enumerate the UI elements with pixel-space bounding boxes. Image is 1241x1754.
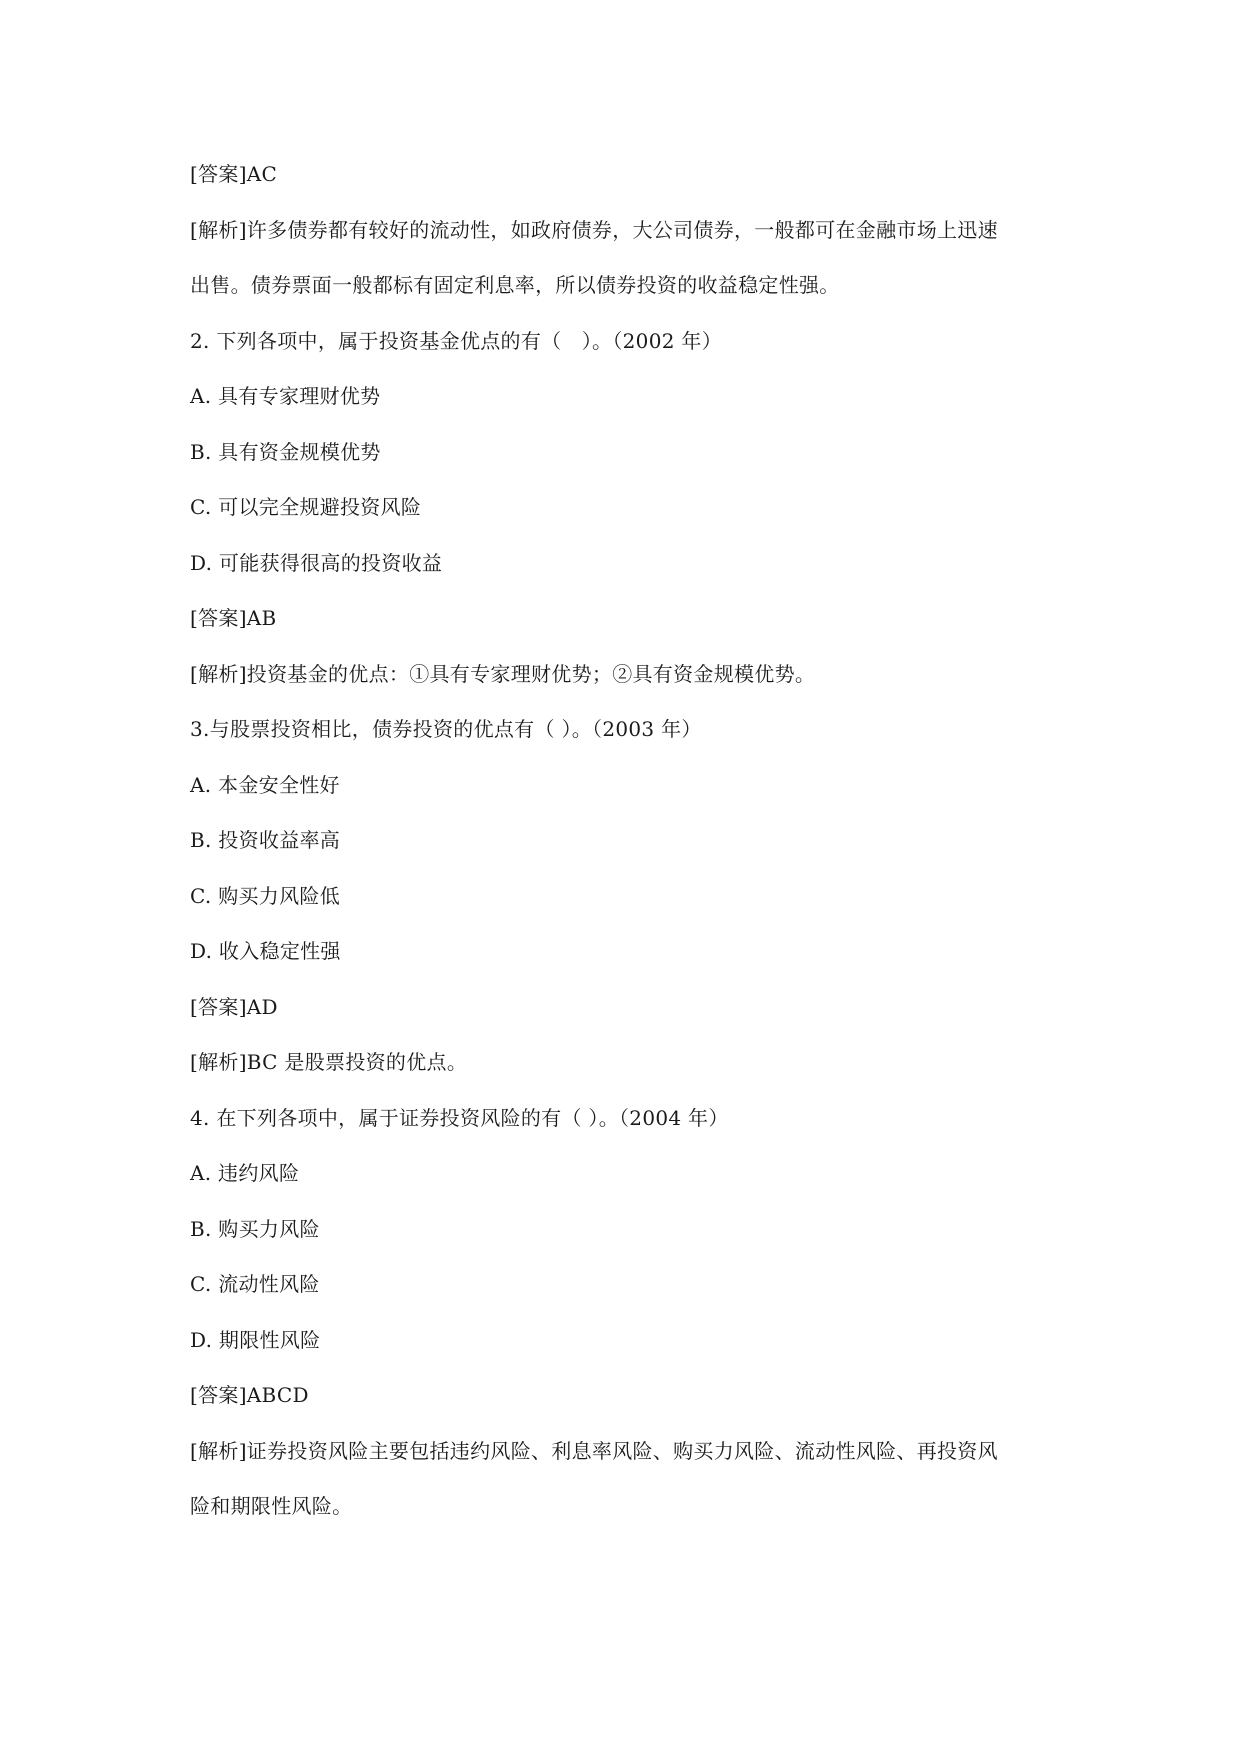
question-2: 2. 下列各项中，属于投资基金优点的有（ ）。（2002 年） [190,328,722,353]
option-q3-a: A. 本金安全性好 [190,772,340,797]
answer-line-q1: [答案]AC [190,162,278,186]
question-3: 3.与股票投资相比，债券投资的优点有（ ）。（2003 年） [190,717,702,741]
option-q3-b: B. 投资收益率高 [190,828,341,852]
question-4: 4. 在下列各项中，属于证券投资风险的有（ ）。（2004 年） [190,1105,729,1130]
option-q4-a: A. 违约风险 [190,1161,300,1185]
option-q2-c: C. 可以完全规避投资风险 [190,495,422,519]
option-q3-d: D. 收入稳定性强 [190,939,341,963]
option-q4-d: D. 期限性风险 [190,1327,321,1352]
option-q2-d: D. 可能获得很高的投资收益 [190,550,443,575]
answer-line-q2: [答案]AB [190,606,277,630]
answer-line-q3: [答案]AD [190,994,278,1019]
answer-line-q4: [答案]ABCD [190,1383,309,1407]
explanation-continued-q1: 出售。债券票面一般都标有固定利息率，所以债券投资的收益稳定性强。 [190,273,840,297]
option-q4-c: C. 流动性风险 [190,1272,320,1296]
option-q3-c: C. 购买力风险低 [190,883,341,908]
option-q4-b: B. 购买力风险 [190,1216,320,1241]
explanation-line-q3: [解析]BC 是股票投资的优点。 [190,1050,468,1074]
document-body [190,160,1060,1548]
explanation-line-q2: [解析]投资基金的优点：①具有专家理财优势；②具有资金规模优势。 [190,661,816,686]
option-q2-a: A. 具有专家理财优势 [190,384,381,408]
option-q2-b: B. 具有资金规模优势 [190,439,381,464]
explanation-line-q4: [解析]证券投资风险主要包括违约风险、利息率风险、购买力风险、流动性风险、再投资风 [190,1438,998,1463]
explanation-line-q1: [解析]许多债券都有较好的流动性，如政府债券，大公司债券，一般都可在金融市场上迅速 [190,217,998,242]
explanation-continued-q4: 险和期限性风险。 [190,1494,353,1518]
